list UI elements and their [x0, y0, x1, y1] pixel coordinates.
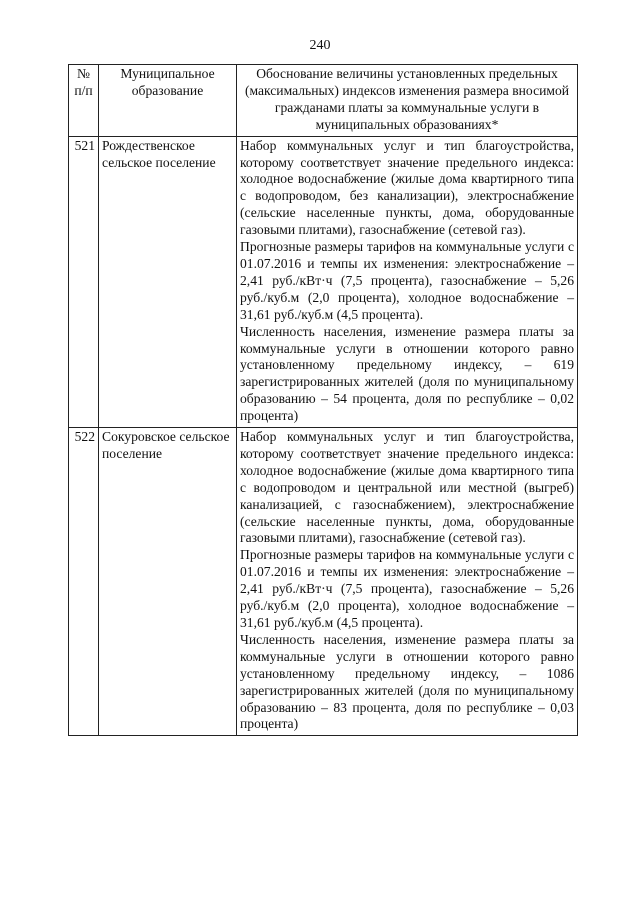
row-justification — [237, 136, 578, 427]
justification-paragraph: Набор коммунальных услуг и тип благоустройства, которому соответствует значение предельного индекса: холодное водоснабжение (жилые дома квартирного типа с водопроводом, без канализации), электроснабжение (сельские населенные пункты, дома, оборудованные газовыми плитами), газоснабжение (сетевой газ). — [240, 137, 574, 238]
table-row — [69, 428, 578, 736]
justification-paragraph: Численность населения, изменение размера платы за коммунальные услуги в отношении которого равно установленному предельному индексу, – 1086 зарегистрированных жителей (доля по муниципальному образованию – 83 процента, доля по республике – 0,03 процента) — [240, 631, 574, 732]
header-municipality: Муниципальное образование — [99, 65, 237, 137]
row-municipality: Рождественское сельское поселение — [99, 136, 237, 427]
row-number: 522 — [69, 428, 99, 736]
row-number: 521 — [69, 136, 99, 427]
table-header-row — [69, 65, 578, 137]
justification-paragraph: Прогнозные размеры тарифов на коммунальные услуги с 01.07.2016 и темпы их изменения: электроснабжение – 2,41 руб./кВт·ч (7,5 процента), газоснабжение – 5,26 руб./куб.м (2,0 процента), холодное водоснабжение – 31,61 руб./куб.м (4,5 процента). — [240, 547, 574, 630]
row-municipality: Сокуровское сельское поселение — [99, 428, 237, 736]
page-number: 240 — [309, 38, 331, 53]
table-row — [69, 136, 578, 427]
row-justification — [237, 428, 578, 736]
justification-paragraph: Набор коммунальных услуг и тип благоустройства, которому соответствует значение предельного индекса: холодное водоснабжение (жилые дома квартирного типа с водопроводом и центральной или местной (выгреб) канализацией, с газоснабжением), электроснабжение (сельские населенные пункты, дома, оборудованные газовыми плитами), газоснабжение (сетевой газ). — [240, 429, 574, 546]
header-number: № п/п — [69, 65, 99, 137]
justification-paragraph: Прогнозные размеры тарифов на коммунальные услуги с 01.07.2016 и темпы их изменения: электроснабжение – 2,41 руб./кВт·ч (7,5 процента), газоснабжение – 5,26 руб./куб.м (2,0 процента), холодное водоснабжение – 31,61 руб./куб.м (4,5 процента). — [240, 239, 574, 322]
header-justification: Обоснование величины установленных предельных (максимальных) индексов изменения размера вносимой гражданами платы за коммунальные услуги в муниципальных образованиях* — [237, 65, 578, 137]
municipal-index-table — [68, 64, 578, 736]
justification-paragraph: Численность населения, изменение размера платы за коммунальные услуги в отношении которого равно установленному предельному индексу, – 619 зарегистрированных жителей (доля по муниципальному образованию – 54 процента, доля по республике – 0,02 процента) — [240, 323, 574, 424]
